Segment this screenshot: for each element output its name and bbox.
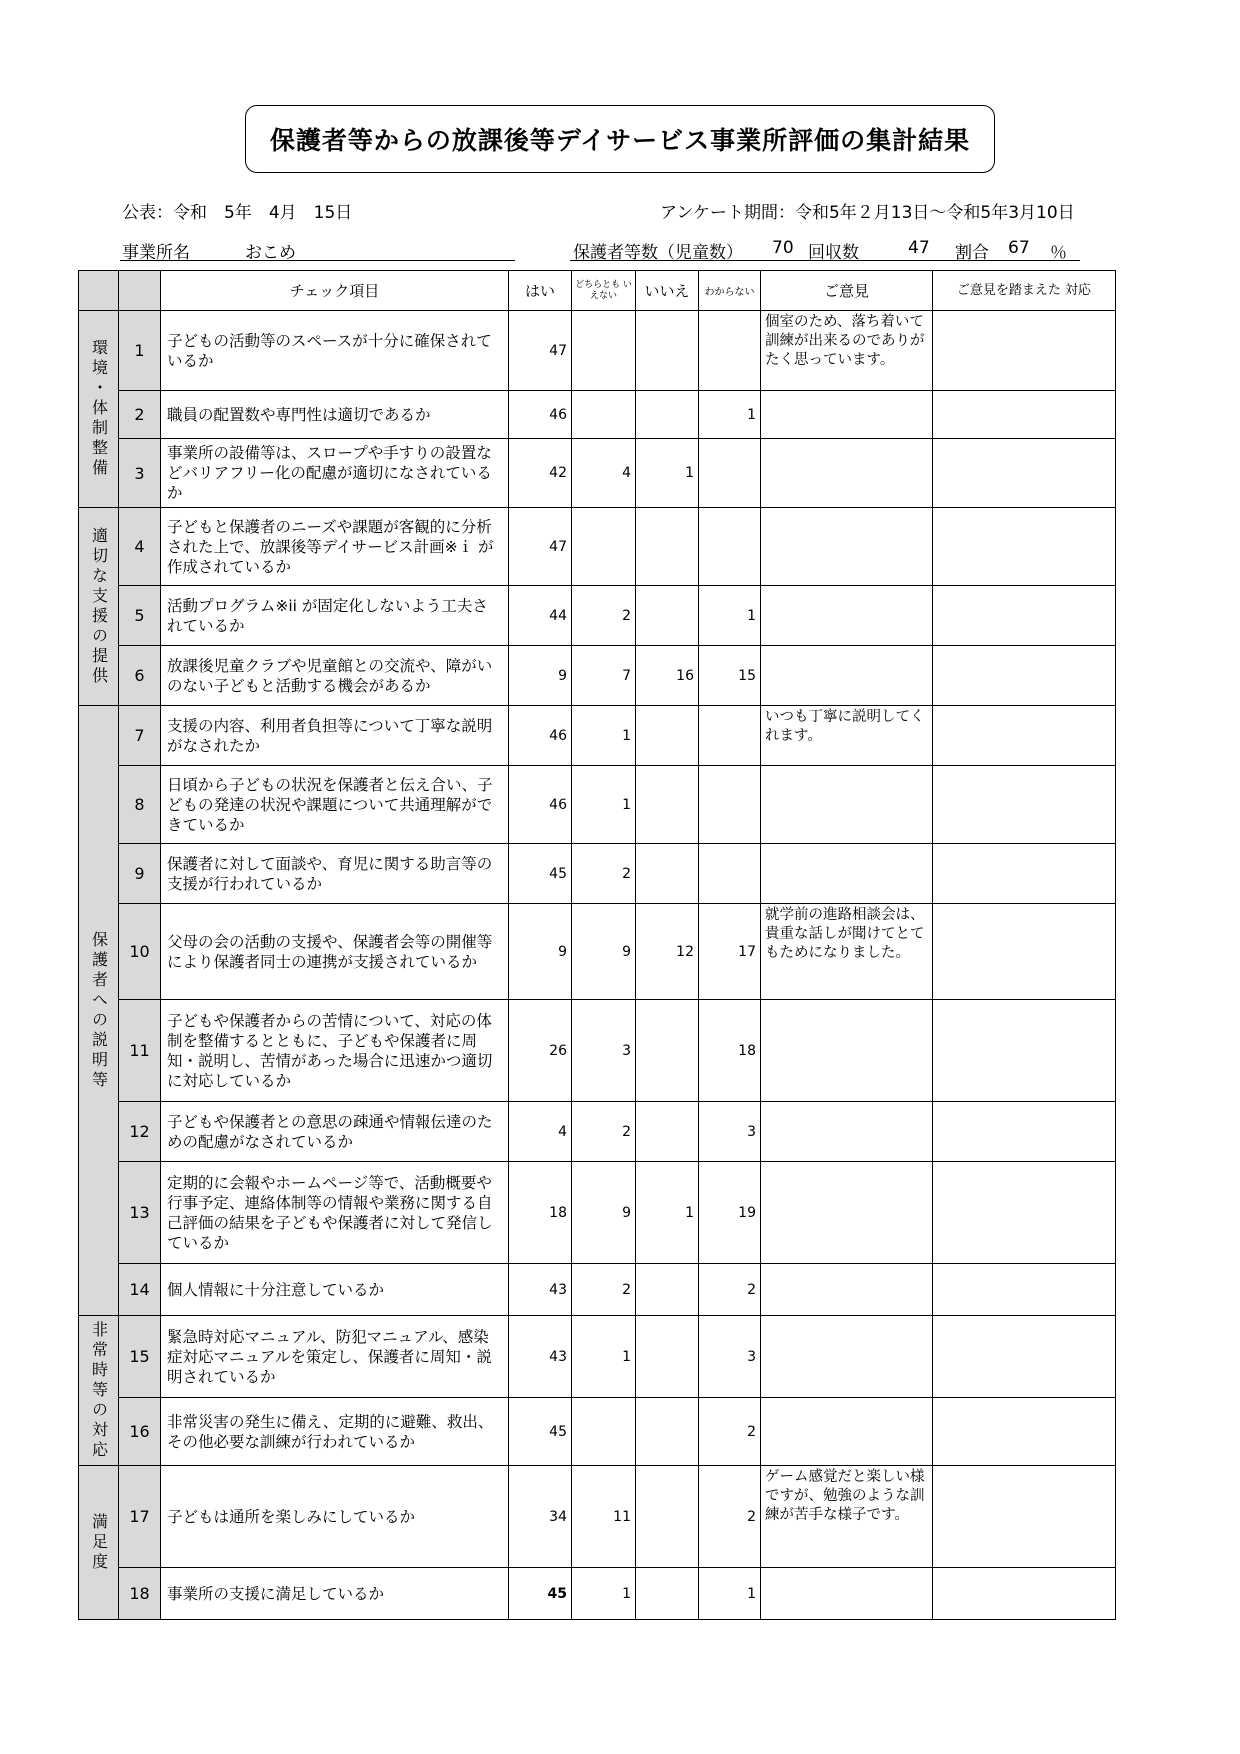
facility-label: 事業所名 <box>122 243 190 263</box>
response <box>933 766 1116 844</box>
opinion <box>761 439 933 508</box>
neither-count: 1 <box>572 706 636 766</box>
row-number: 8 <box>119 766 161 844</box>
neither-count <box>572 508 636 586</box>
yes-count: 9 <box>509 904 572 1000</box>
check-item: 放課後児童クラブや児童館との交流や、障がいのない子どもと活動する機会があるか <box>161 646 509 706</box>
table-row <box>79 844 1116 904</box>
response <box>933 1102 1116 1162</box>
opinion <box>761 1316 933 1398</box>
no-count <box>636 1466 699 1568</box>
header-unknown: わからない <box>699 271 761 311</box>
neither-count: 1 <box>572 1316 636 1398</box>
unknown-count <box>699 706 761 766</box>
table-row <box>79 1568 1116 1620</box>
yes-count: 43 <box>509 1264 572 1316</box>
unknown-count: 1 <box>699 1568 761 1620</box>
row-number: 1 <box>119 311 161 391</box>
header-group-blank <box>79 271 119 311</box>
yes-count: 45 <box>509 1568 572 1620</box>
header-number-blank <box>119 271 161 311</box>
response <box>933 1316 1116 1398</box>
group-label: 保護者への説明等 <box>89 930 109 1091</box>
group-label: 環境・体制整備 <box>89 339 109 479</box>
row-number: 13 <box>119 1162 161 1264</box>
check-item: 父母の会の活動の支援や、保護者会等の開催等により保護者同士の連携が支援されているか <box>161 904 509 1000</box>
yes-count: 43 <box>509 1316 572 1398</box>
no-count: 1 <box>636 439 699 508</box>
no-count: 1 <box>636 1162 699 1264</box>
table-row <box>79 586 1116 646</box>
no-count <box>636 1316 699 1398</box>
group-label: 満足度 <box>89 1512 109 1573</box>
check-item: 事業所の設備等は、スロープや手すりの設置などバリアフリー化の配慮が適切になされているか <box>161 439 509 508</box>
row-number: 10 <box>119 904 161 1000</box>
response <box>933 904 1116 1000</box>
opinion: 個室のため、落ち着いて訓練が出来るのでありがたく思っています。 <box>761 311 933 391</box>
group-label-cell <box>79 706 119 1316</box>
unknown-count: 19 <box>699 1162 761 1264</box>
neither-count: 9 <box>572 904 636 1000</box>
response <box>933 586 1116 646</box>
opinion <box>761 1398 933 1466</box>
opinion <box>761 646 933 706</box>
neither-count: 2 <box>572 1264 636 1316</box>
response <box>933 1162 1116 1264</box>
response <box>933 1568 1116 1620</box>
publication-date: 公表：令和 5年 4月 15日 <box>122 203 353 223</box>
check-item: 保護者に対して面談や、育児に関する助言等の支援が行われているか <box>161 844 509 904</box>
table-row <box>79 646 1116 706</box>
row-number: 9 <box>119 844 161 904</box>
table-row <box>79 1398 1116 1466</box>
table-row <box>79 1316 1116 1398</box>
yes-count: 26 <box>509 1000 572 1102</box>
response <box>933 508 1116 586</box>
check-item: 非常災害の発生に備え、定期的に避難、救出、その他必要な訓練が行われているか <box>161 1398 509 1466</box>
table-header-row <box>79 271 1116 311</box>
opinion <box>761 586 933 646</box>
unknown-count: 2 <box>699 1398 761 1466</box>
no-count <box>636 766 699 844</box>
unknown-count: 17 <box>699 904 761 1000</box>
facility-underline <box>120 260 515 261</box>
table-row <box>79 391 1116 439</box>
no-count <box>636 1102 699 1162</box>
yes-count: 18 <box>509 1162 572 1264</box>
unknown-count <box>699 508 761 586</box>
opinion <box>761 1102 933 1162</box>
yes-count: 47 <box>509 311 572 391</box>
check-item: 緊急時対応マニュアル、防犯マニュアル、感染症対応マニュアルを策定し、保護者に周知・説明されているか <box>161 1316 509 1398</box>
row-number: 18 <box>119 1568 161 1620</box>
group-label-cell <box>79 508 119 706</box>
survey-period: アンケート期間：令和5年２月13日～令和5年3月10日 <box>660 203 1075 223</box>
unknown-count: 1 <box>699 391 761 439</box>
check-item: 子どもの活動等のスペースが十分に確保されているか <box>161 311 509 391</box>
opinion: いつも丁寧に説明してくれます。 <box>761 706 933 766</box>
table-row <box>79 1466 1116 1568</box>
neither-count <box>572 391 636 439</box>
no-count <box>636 1264 699 1316</box>
no-count <box>636 586 699 646</box>
neither-count: 9 <box>572 1162 636 1264</box>
group-label-cell <box>79 1316 119 1466</box>
no-count: 12 <box>636 904 699 1000</box>
group-label: 非常時等の対応 <box>89 1320 109 1461</box>
yes-count: 46 <box>509 391 572 439</box>
unknown-count <box>699 311 761 391</box>
row-number: 5 <box>119 586 161 646</box>
check-item: 職員の配置数や専門性は適切であるか <box>161 391 509 439</box>
row-number: 3 <box>119 439 161 508</box>
table-row <box>79 311 1116 391</box>
opinion <box>761 1000 933 1102</box>
yes-count: 4 <box>509 1102 572 1162</box>
check-item: 活動プログラム※ii が固定化しないよう工夫されているか <box>161 586 509 646</box>
unknown-count <box>699 844 761 904</box>
no-count <box>636 391 699 439</box>
opinion <box>761 1264 933 1316</box>
check-item: 子どもは通所を楽しみにしているか <box>161 1466 509 1568</box>
yes-count: 42 <box>509 439 572 508</box>
row-number: 16 <box>119 1398 161 1466</box>
row-number: 17 <box>119 1466 161 1568</box>
neither-count: 7 <box>572 646 636 706</box>
neither-count: 4 <box>572 439 636 508</box>
opinion: 就学前の進路相談会は、貴重な話しが聞けてとてもためになりました。 <box>761 904 933 1000</box>
check-item: 定期的に会報やホームページ等で、活動概要や行事予定、連絡体制等の情報や業務に関する自己評価の結果を子どもや保護者に対して発信しているか <box>161 1162 509 1264</box>
no-count: 16 <box>636 646 699 706</box>
neither-count: 1 <box>572 1568 636 1620</box>
response <box>933 844 1116 904</box>
table-row <box>79 904 1116 1000</box>
check-item: 支援の内容、利用者負担等について丁寧な説明がなされたか <box>161 706 509 766</box>
opinion <box>761 391 933 439</box>
response <box>933 1000 1116 1102</box>
check-item: 子どもと保護者のニーズや課題が客観的に分析された上で、放課後等デイサービス計画※ｉ が作成されているか <box>161 508 509 586</box>
neither-count: 2 <box>572 586 636 646</box>
facility-name: おこめ <box>245 243 296 263</box>
neither-count: 2 <box>572 844 636 904</box>
neither-count: 3 <box>572 1000 636 1102</box>
check-item: 日頃から子どもの状況を保護者と伝え合い、子どもの発達の状況や課題について共通理解ができているか <box>161 766 509 844</box>
unknown-count: 2 <box>699 1466 761 1568</box>
ratio-value: 67 <box>1008 238 1030 258</box>
unknown-count: 15 <box>699 646 761 706</box>
header-response: ご意見を踏まえた 対応 <box>933 271 1116 311</box>
no-count <box>636 311 699 391</box>
stats-underline <box>570 260 1080 261</box>
ratio-unit: ％ <box>1050 243 1067 263</box>
opinion <box>761 766 933 844</box>
no-count <box>636 1000 699 1102</box>
stats-count: 70 <box>772 238 794 258</box>
check-item: 個人情報に十分注意しているか <box>161 1264 509 1316</box>
group-label-cell <box>79 1466 119 1620</box>
response <box>933 439 1116 508</box>
group-label-cell <box>79 311 119 508</box>
table-row <box>79 706 1116 766</box>
unknown-count: 18 <box>699 1000 761 1102</box>
response <box>933 1466 1116 1568</box>
no-count <box>636 1398 699 1466</box>
header-opinion: ご意見 <box>761 271 933 311</box>
opinion <box>761 844 933 904</box>
row-number: 6 <box>119 646 161 706</box>
table-row <box>79 1162 1116 1264</box>
table-row <box>79 1000 1116 1102</box>
table-row <box>79 766 1116 844</box>
header-neither: どちらとも いえない <box>572 271 636 311</box>
header-item: チェック項目 <box>161 271 509 311</box>
yes-count: 46 <box>509 706 572 766</box>
table-row <box>79 508 1116 586</box>
neither-count <box>572 311 636 391</box>
check-item: 子どもや保護者との意思の疎通や情報伝達のための配慮がなされているか <box>161 1102 509 1162</box>
recovered-count: 47 <box>908 238 930 258</box>
neither-count: 11 <box>572 1466 636 1568</box>
yes-count: 9 <box>509 646 572 706</box>
response <box>933 1264 1116 1316</box>
unknown-count <box>699 766 761 844</box>
no-count <box>636 1568 699 1620</box>
evaluation-table <box>78 270 1116 1620</box>
no-count <box>636 706 699 766</box>
yes-count: 47 <box>509 508 572 586</box>
response <box>933 646 1116 706</box>
neither-count <box>572 1398 636 1466</box>
yes-count: 45 <box>509 844 572 904</box>
yes-count: 34 <box>509 1466 572 1568</box>
no-count <box>636 508 699 586</box>
response <box>933 1398 1116 1466</box>
opinion <box>761 508 933 586</box>
stats-label: 保護者等数（児童数） <box>573 243 743 263</box>
row-number: 7 <box>119 706 161 766</box>
neither-count: 2 <box>572 1102 636 1162</box>
unknown-count: 2 <box>699 1264 761 1316</box>
response <box>933 311 1116 391</box>
table-row <box>79 1102 1116 1162</box>
opinion: ゲーム感覚だと楽しい様ですが、勉強のような訓練が苦手な様子です。 <box>761 1466 933 1568</box>
neither-count: 1 <box>572 766 636 844</box>
page-title: 保護者等からの放課後等デイサービス事業所評価の集計結果 <box>245 105 995 173</box>
yes-count: 45 <box>509 1398 572 1466</box>
no-count <box>636 844 699 904</box>
row-number: 14 <box>119 1264 161 1316</box>
unknown-count: 3 <box>699 1316 761 1398</box>
group-label: 適切な支援の提供 <box>89 526 109 687</box>
row-number: 11 <box>119 1000 161 1102</box>
check-item: 事業所の支援に満足しているか <box>161 1568 509 1620</box>
row-number: 12 <box>119 1102 161 1162</box>
opinion <box>761 1568 933 1620</box>
check-item: 子どもや保護者からの苦情について、対応の体制を整備するとともに、子どもや保護者に周知・説明し、苦情があった場合に迅速かつ適切に対応しているか <box>161 1000 509 1102</box>
row-number: 2 <box>119 391 161 439</box>
opinion <box>761 1162 933 1264</box>
unknown-count: 1 <box>699 586 761 646</box>
response <box>933 391 1116 439</box>
table-row <box>79 1264 1116 1316</box>
header-no: いいえ <box>636 271 699 311</box>
table-row <box>79 439 1116 508</box>
recovered-label: 回収数 <box>808 243 859 263</box>
header-yes: はい <box>509 271 572 311</box>
yes-count: 46 <box>509 766 572 844</box>
ratio-label: 割合 <box>955 243 989 263</box>
response <box>933 706 1116 766</box>
row-number: 15 <box>119 1316 161 1398</box>
unknown-count <box>699 439 761 508</box>
unknown-count: 3 <box>699 1102 761 1162</box>
row-number: 4 <box>119 508 161 586</box>
yes-count: 44 <box>509 586 572 646</box>
